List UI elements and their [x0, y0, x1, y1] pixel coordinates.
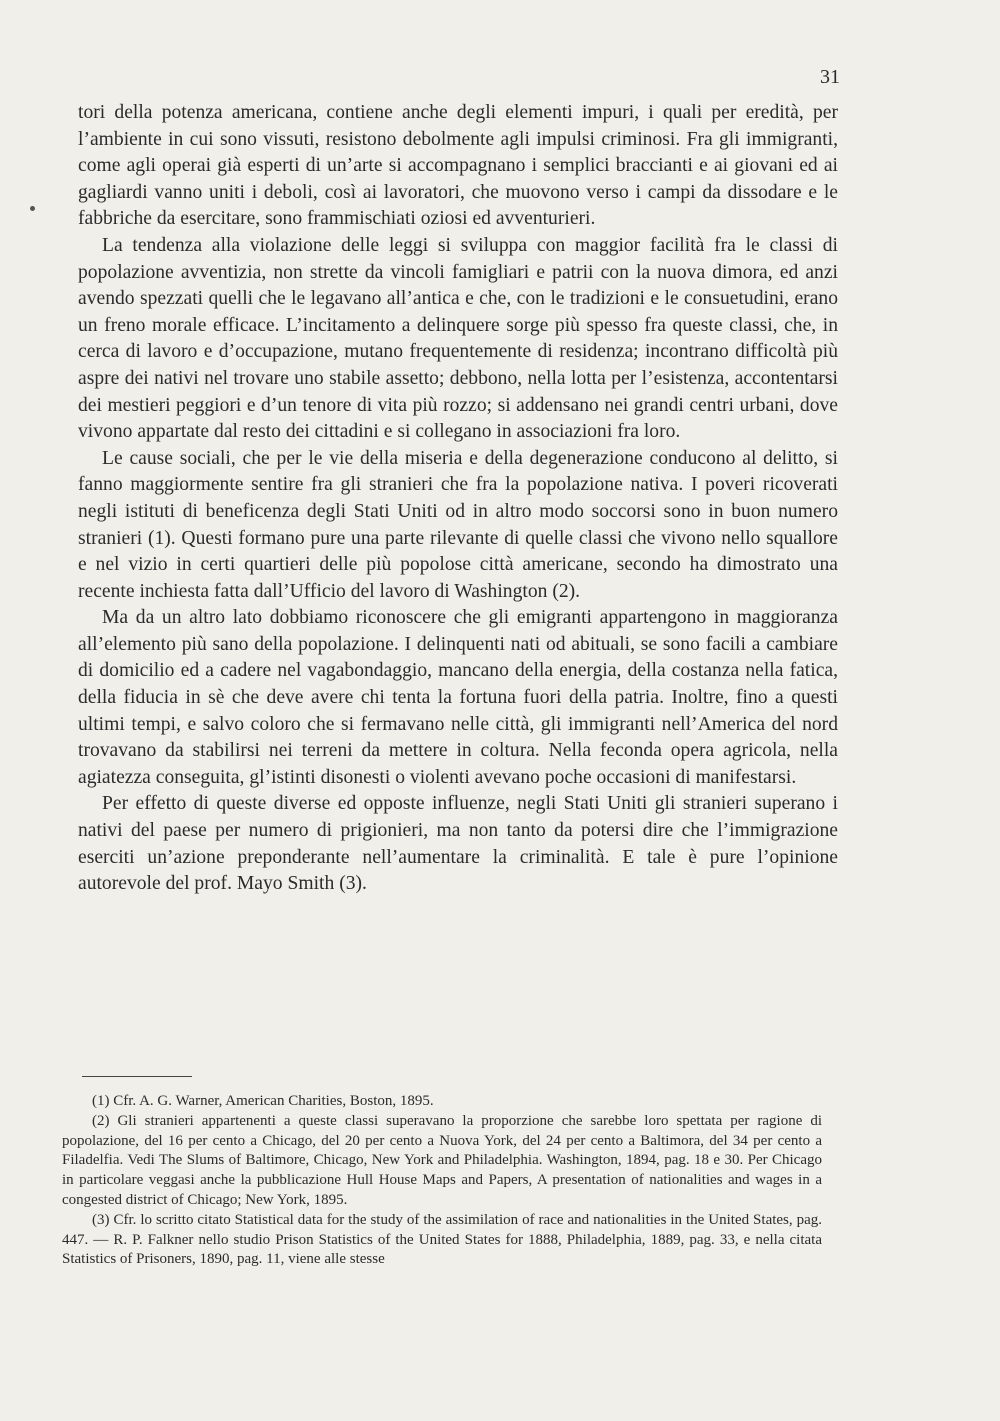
paragraph: La tendenza alla violazione delle leggi si sviluppa con maggior facilità fra le classi di popolazione avventizia, non strette da vincoli famigliari e patrii con la nuova dimora, ed anzi avendo spezzati quelli che le legavano all’antica e che, con le tradizioni e le consuetudini, erano un freno morale efficace. L’incitamento a delinquere sorge più spesso fra queste classi, che, in cerca di lavoro e d’occupazione, mutano frequentemente di residenza; incontrano difficoltà più aspre dei nativi nel trovare uno stabile assetto; debbono, nella lotta per l’esistenza, accontentarsi dei mestieri peggiori e d’un tenore di vita più rozzo; si addensano nei grandi centri urbani, dove vivono appartate dal resto dei cittadini e si collegano in associazioni fra loro.	[78, 234, 838, 443]
footnote-separator	[82, 1076, 192, 1077]
footnote-1: (1) Cfr. A. G. Warner, American Charities, Boston, 1895.	[92, 1093, 434, 1109]
paragraph-continued: tori della potenza americana, contiene anche degli elementi impuri, i quali per eredità, per l’ambiente in cui sono vissuti, resistono debolmente agli impulsi criminosi. Fra gli immigranti, come agli operai già esperti di un’arte si accompagnano i semplici braccianti e ai giovani ed ai gagliardi vanno uniti i deboli, così ai lavoratori, che muovono verso i campi da dissodare e le fabbriche da esercitare, sono frammischiati oziosi ed avventurieri.	[78, 102, 838, 230]
footnote-2: (2) Gli stranieri appartenenti a queste classi superavano la proporzione che sarebbe loro spettata per ragione di popolazione, del 16 per cento a Chicago, del 20 per cento a Nuova York, del 24 per cento a Baltimora, del 34 per cento a Filadelfia. Vedi The Slums of Baltimore, Chicago, New York and Philadelphia. Washington, 1894, pag. 18 e 30. Per Chicago in particolare veggasi anche la pubblicazione Hull House Maps and Papers, A presentation of nationalities and wages in a congested district of Chicago; New York, 1895.	[62, 1112, 822, 1208]
body-text	[78, 100, 838, 898]
margin-mark	[30, 206, 35, 211]
page-number: 31	[820, 66, 840, 88]
paragraph: Ma da un altro lato dobbiamo riconoscere che gli emigranti appartengono in maggioranza all’elemento più sano della popolazione. I delinquenti nati od abituali, se sono facili a cambiare di domicilio ed a cadere nel vagabondaggio, mancano della energia, della costanza nella fatica, della fiducia in sè che deve avere chi tenta la fortuna fuori della patria. Inoltre, fino a questi ultimi tempi, e salvo coloro che si fermavano nelle città, gli immigranti nell’America del nord trovavano da stabilirsi nei terreni da mettere in coltura. Nella feconda opera agricola, nella agiatezza conseguita, gl’istinti disonesti o violenti avevano poche occasioni di manifestarsi.	[78, 607, 838, 788]
paragraph: Per effetto di queste diverse ed opposte influenze, negli Stati Uniti gli stranieri superano i nativi del paese per numero di prigionieri, ma non tanto da potersi dire che l’immigrazione eserciti un’azione preponderante nell’aumentare la criminalità. E tale è pure l’opinione autorevole del prof. Mayo Smith (3).	[78, 793, 838, 895]
paragraph: Le cause sociali, che per le vie della miseria e della degenerazione conducono al delitto, si fanno maggiormente sentire fra gli stranieri che fra la popolazione nativa. I poveri ricoverati negli istituti di beneficenza degli Stati Uniti od in altro modo soccorsi sono in buon numero stranieri (1). Questi formano pure una parte rilevante di quelle classi che vivono nello squallore e nel vizio in certi quartieri delle più popolose città americane, secondo ha dimostrato una recente inchiesta fatta dall’Ufficio del lavoro di Washington (2).	[78, 447, 838, 602]
footnotes	[62, 1092, 822, 1270]
footnote-3: (3) Cfr. lo scritto citato Statistical data for the study of the assimilation of race and nationalities in the United States, pag. 447. — R. P. Falkner nello studio Prison Statistics of the United States for 1888, Philadelphia, 1889, pag. 33, e nella citata Statistics of Prisoners, 1890, pag. 11, viene alle stesse	[62, 1211, 822, 1268]
